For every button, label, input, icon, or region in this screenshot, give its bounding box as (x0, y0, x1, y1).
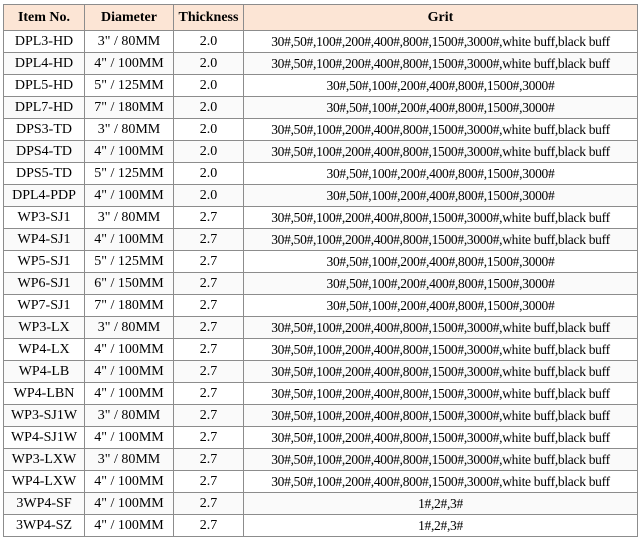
cell-item-no: 3WP4-SZ (4, 515, 85, 537)
cell-diameter: 4" / 100MM (85, 493, 174, 515)
cell-diameter: 4" / 100MM (85, 427, 174, 449)
cell-thickness: 2.7 (174, 229, 244, 251)
cell-diameter: 4" / 100MM (85, 229, 174, 251)
cell-grit: 1#,2#,3# (244, 493, 638, 515)
cell-item-no: WP4-LBN (4, 383, 85, 405)
cell-diameter: 7" / 180MM (85, 97, 174, 119)
cell-thickness: 2.0 (174, 163, 244, 185)
cell-item-no: DPL3-HD (4, 31, 85, 53)
cell-thickness: 2.0 (174, 119, 244, 141)
cell-grit: 30#,50#,100#,200#,400#,800#,1500#,3000#,white buff,black buff (244, 449, 638, 471)
cell-diameter: 3" / 80MM (85, 317, 174, 339)
cell-item-no: DPS3-TD (4, 119, 85, 141)
table-row (4, 361, 638, 383)
table-row (4, 427, 638, 449)
cell-grit: 30#,50#,100#,200#,400#,800#,1500#,3000#,white buff,black buff (244, 339, 638, 361)
cell-grit: 30#,50#,100#,200#,400#,800#,1500#,3000#,white buff,black buff (244, 53, 638, 75)
cell-grit: 30#,50#,100#,200#,400#,800#,1500#,3000#,white buff,black buff (244, 317, 638, 339)
cell-diameter: 6" / 150MM (85, 273, 174, 295)
cell-thickness: 2.7 (174, 515, 244, 537)
table-row (4, 383, 638, 405)
cell-thickness: 2.7 (174, 251, 244, 273)
cell-item-no: WP6-SJ1 (4, 273, 85, 295)
cell-item-no: WP4-SJ1 (4, 229, 85, 251)
cell-diameter: 4" / 100MM (85, 383, 174, 405)
cell-grit: 30#,50#,100#,200#,400#,800#,1500#,3000#,white buff,black buff (244, 119, 638, 141)
cell-item-no: WP5-SJ1 (4, 251, 85, 273)
cell-item-no: DPL5-HD (4, 75, 85, 97)
cell-grit: 30#,50#,100#,200#,400#,800#,1500#,3000#,white buff,black buff (244, 471, 638, 493)
cell-item-no: WP4-LB (4, 361, 85, 383)
table-row (4, 251, 638, 273)
cell-diameter: 3" / 80MM (85, 405, 174, 427)
header-row (4, 5, 638, 31)
header-grit: Grit (244, 5, 638, 31)
cell-thickness: 2.7 (174, 449, 244, 471)
cell-grit: 30#,50#,100#,200#,400#,800#,1500#,3000#,white buff,black buff (244, 383, 638, 405)
cell-grit: 30#,50#,100#,200#,400#,800#,1500#,3000# (244, 251, 638, 273)
header-item-no: Item No. (4, 5, 85, 31)
cell-item-no: WP3-SJ1 (4, 207, 85, 229)
cell-diameter: 4" / 100MM (85, 471, 174, 493)
table-row (4, 31, 638, 53)
cell-item-no: WP3-SJ1W (4, 405, 85, 427)
header-thickness: Thickness (174, 5, 244, 31)
cell-grit: 30#,50#,100#,200#,400#,800#,1500#,3000# (244, 273, 638, 295)
cell-thickness: 2.7 (174, 273, 244, 295)
cell-thickness: 2.0 (174, 141, 244, 163)
cell-diameter: 5" / 125MM (85, 163, 174, 185)
cell-grit: 30#,50#,100#,200#,400#,800#,1500#,3000#,white buff,black buff (244, 427, 638, 449)
cell-diameter: 3" / 80MM (85, 31, 174, 53)
cell-grit: 30#,50#,100#,200#,400#,800#,1500#,3000# (244, 295, 638, 317)
table-row (4, 229, 638, 251)
table-row (4, 493, 638, 515)
cell-grit: 30#,50#,100#,200#,400#,800#,1500#,3000#,white buff,black buff (244, 31, 638, 53)
cell-diameter: 4" / 100MM (85, 515, 174, 537)
table-row (4, 97, 638, 119)
cell-grit: 30#,50#,100#,200#,400#,800#,1500#,3000#,white buff,black buff (244, 207, 638, 229)
cell-diameter: 3" / 80MM (85, 207, 174, 229)
table-row (4, 471, 638, 493)
cell-grit: 30#,50#,100#,200#,400#,800#,1500#,3000#,white buff,black buff (244, 141, 638, 163)
cell-diameter: 5" / 125MM (85, 251, 174, 273)
table-body (4, 31, 638, 537)
cell-thickness: 2.7 (174, 317, 244, 339)
cell-thickness: 2.7 (174, 427, 244, 449)
cell-grit: 1#,2#,3# (244, 515, 638, 537)
cell-thickness: 2.7 (174, 339, 244, 361)
table-row (4, 141, 638, 163)
cell-item-no: DPL7-HD (4, 97, 85, 119)
table-row (4, 207, 638, 229)
cell-item-no: DPL4-PDP (4, 185, 85, 207)
table-row (4, 185, 638, 207)
table-row (4, 339, 638, 361)
cell-grit: 30#,50#,100#,200#,400#,800#,1500#,3000#,white buff,black buff (244, 405, 638, 427)
cell-diameter: 3" / 80MM (85, 119, 174, 141)
cell-thickness: 2.7 (174, 361, 244, 383)
table-row (4, 119, 638, 141)
cell-diameter: 3" / 80MM (85, 449, 174, 471)
cell-diameter: 5" / 125MM (85, 75, 174, 97)
cell-item-no: 3WP4-SF (4, 493, 85, 515)
cell-diameter: 7" / 180MM (85, 295, 174, 317)
cell-item-no: DPS5-TD (4, 163, 85, 185)
cell-grit: 30#,50#,100#,200#,400#,800#,1500#,3000#,white buff,black buff (244, 229, 638, 251)
cell-diameter: 4" / 100MM (85, 141, 174, 163)
table-row (4, 273, 638, 295)
cell-thickness: 2.0 (174, 53, 244, 75)
cell-diameter: 4" / 100MM (85, 185, 174, 207)
product-spec-table (3, 4, 638, 537)
table-row (4, 75, 638, 97)
cell-grit: 30#,50#,100#,200#,400#,800#,1500#,3000# (244, 97, 638, 119)
cell-diameter: 4" / 100MM (85, 339, 174, 361)
cell-thickness: 2.7 (174, 405, 244, 427)
cell-item-no: WP3-LXW (4, 449, 85, 471)
cell-grit: 30#,50#,100#,200#,400#,800#,1500#,3000# (244, 75, 638, 97)
cell-item-no: WP7-SJ1 (4, 295, 85, 317)
cell-item-no: WP4-SJ1W (4, 427, 85, 449)
cell-grit: 30#,50#,100#,200#,400#,800#,1500#,3000# (244, 185, 638, 207)
cell-thickness: 2.7 (174, 207, 244, 229)
cell-thickness: 2.7 (174, 471, 244, 493)
table-row (4, 163, 638, 185)
cell-item-no: DPS4-TD (4, 141, 85, 163)
cell-diameter: 4" / 100MM (85, 53, 174, 75)
cell-grit: 30#,50#,100#,200#,400#,800#,1500#,3000# (244, 163, 638, 185)
cell-thickness: 2.0 (174, 185, 244, 207)
table-row (4, 449, 638, 471)
table-row (4, 405, 638, 427)
cell-item-no: WP3-LX (4, 317, 85, 339)
cell-thickness: 2.7 (174, 383, 244, 405)
cell-thickness: 2.7 (174, 295, 244, 317)
cell-thickness: 2.0 (174, 97, 244, 119)
cell-item-no: WP4-LX (4, 339, 85, 361)
table-row (4, 317, 638, 339)
header-diameter: Diameter (85, 5, 174, 31)
cell-thickness: 2.0 (174, 75, 244, 97)
cell-item-no: DPL4-HD (4, 53, 85, 75)
table-row (4, 515, 638, 537)
cell-thickness: 2.7 (174, 493, 244, 515)
cell-diameter: 4" / 100MM (85, 361, 174, 383)
cell-grit: 30#,50#,100#,200#,400#,800#,1500#,3000#,white buff,black buff (244, 361, 638, 383)
table-row (4, 295, 638, 317)
cell-item-no: WP4-LXW (4, 471, 85, 493)
table-row (4, 53, 638, 75)
cell-thickness: 2.0 (174, 31, 244, 53)
